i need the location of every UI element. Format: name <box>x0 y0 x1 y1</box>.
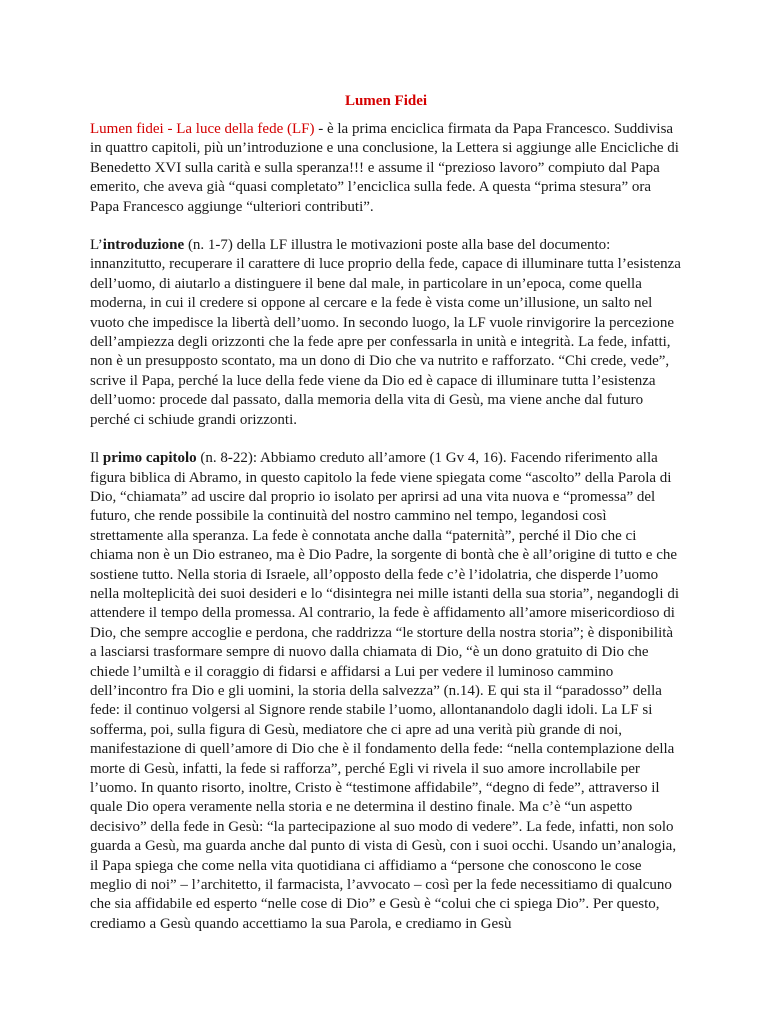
paragraph-primo-capitolo <box>90 449 682 934</box>
paragraph-intro <box>90 120 682 217</box>
paragraph-text: (n. 8-22): Abbiamo creduto all’amore (1 Gv 4, 16). Facendo riferimento alla figura biblica di Abramo, in questo capitolo la fede viene spiegata come “ascolto” della Parola di Dio, “chiamata” ad uscire dal proprio io isolato per aprirsi ad una vita nuova e “promessa” del futuro, che rende possibile la continuità del nostro cammino nel tempo, legandosi così strettamente alla speranza. La fede è connotata anche dalla “paternità”, perché il Dio che ci chiama non è un Dio estraneo, ma è Dio Padre, la sorgente di bontà che è all’origine di tutto e che sostiene tutto. Nella storia di Israele, all’opposto della fede c’è l’idolatria, che disperde l’uomo nella molteplicità dei suoi desideri e lo “disintegra nei mille istanti della sua storia”, negandogli di attendere il tempo della promessa. Al contrario, la fede è affidamento all’amore misericordioso di Dio, che sempre accoglie e perdona, che raddrizza “le storture della nostra storia”; è disponibilità a lasciarsi trasformare sempre di nuovo dalla chiamata di Dio, “è un dono gratuito di Dio che chiede l’umiltà e il coraggio di fidarsi e affidarsi a Lui per vedere il luminoso cammino dell’incontro fra Dio e gli uomini, la storia della salvezza” (n.14). E qui sta il “paradosso” della fede: il continuo volgersi al Signore rende stabile l’uomo, allontanandolo dagli idoli. La LF si sofferma, poi, sulla figura di Gesù, mediatore che ci apre ad una verità più grande di noi, manifestazione di quell’amore di Dio che è il fondamento della fede: “nella contemplazione della morte di Gesù, infatti, la fede si rafforza”, perché Egli vi rivela il suo amore incrollabile per l’uomo. In quanto risorto, inoltre, Cristo è “testimone affidabile”, “degno di fede”, attraverso il quale Dio opera veramente nella storia e ne determina il destino finale. Ma c’è “un aspetto decisivo” della fede in Gesù: “la partecipazione al suo modo di vedere”. La fede, infatti, non solo guarda a Gesù, ma guarda anche dal punto di vista di Gesù, con i suoi occhi. Usando un’analogia, il Papa spiega che come nella vita quotidiana ci affidiamo a “persone che conoscono le cose meglio di noi” – l’architetto, il farmacista, l’avvocato – così per la fede necessitiamo di qualcuno che sia affidabile ed esperto “nelle cose di Dio” e Gesù è “colui che ci spiega Dio”. Per questo, crediamo a Gesù quando accettiamo la sua Parola, e crediamo in Gesù <box>90 450 680 932</box>
paragraph-text: (n. 1-7) della LF illustra le motivazioni poste alla base del documento: innanzitutto, recuperare il carattere di luce proprio della fede, capace di illuminare tutta l’esistenza dell’uomo, di aiutarlo a distinguere il bene dal male, in particolare in un’epoca, come quella moderna, in cui il credere si oppone al cercare e la fede è vista come un’illusione, un salto nel vuoto che impedisce la libertà dell’uomo. In secondo luogo, la LF vuole rinvigorire la percezione dell’ampiezza degli orizzonti che la fede apre per confessarla in unità e integrità. La fede, infatti, non è un presupposto scontato, ma un dono di Dio che va nutrito e rafforzato. “Chi crede, vede”, scrive il Papa, perché la luce della fede viene da Dio ed è capace di illuminare tutta l’esistenza dell’uomo: procede dal passato, dalla memoria della vita di Gesù, ma viene anche dal futuro perché ci schiude grandi orizzonti. <box>90 237 681 428</box>
paragraph-introduzione <box>90 236 682 430</box>
document-name-highlight: Lumen fidei - La luce della fede (LF) <box>90 121 315 137</box>
section-heading-introduzione: introduzione <box>102 237 185 254</box>
document-page <box>90 90 682 953</box>
paragraph-text: - è la prima enciclica firmata da Papa Francesco. Suddivisa in quattro capitoli, più un’introduzione e una conclusione, la Lettera si aggiunge alle Encicliche di Benedetto XVI sulla carità e sulla speranza!!! e assume il “prezioso lavoro” compiuto dal Papa emerito, che aveva già “quasi completato” l’enciclica sulla fede. A questa “prima stesura” ora Papa Francesco aggiunge “ulteriori contributi”. <box>90 121 679 215</box>
paragraph-prefix: L’ <box>90 237 103 254</box>
section-heading-primo-capitolo: primo capitolo <box>102 450 197 467</box>
paragraph-prefix: Il <box>90 450 103 467</box>
page-title: Lumen Fidei <box>344 93 428 109</box>
